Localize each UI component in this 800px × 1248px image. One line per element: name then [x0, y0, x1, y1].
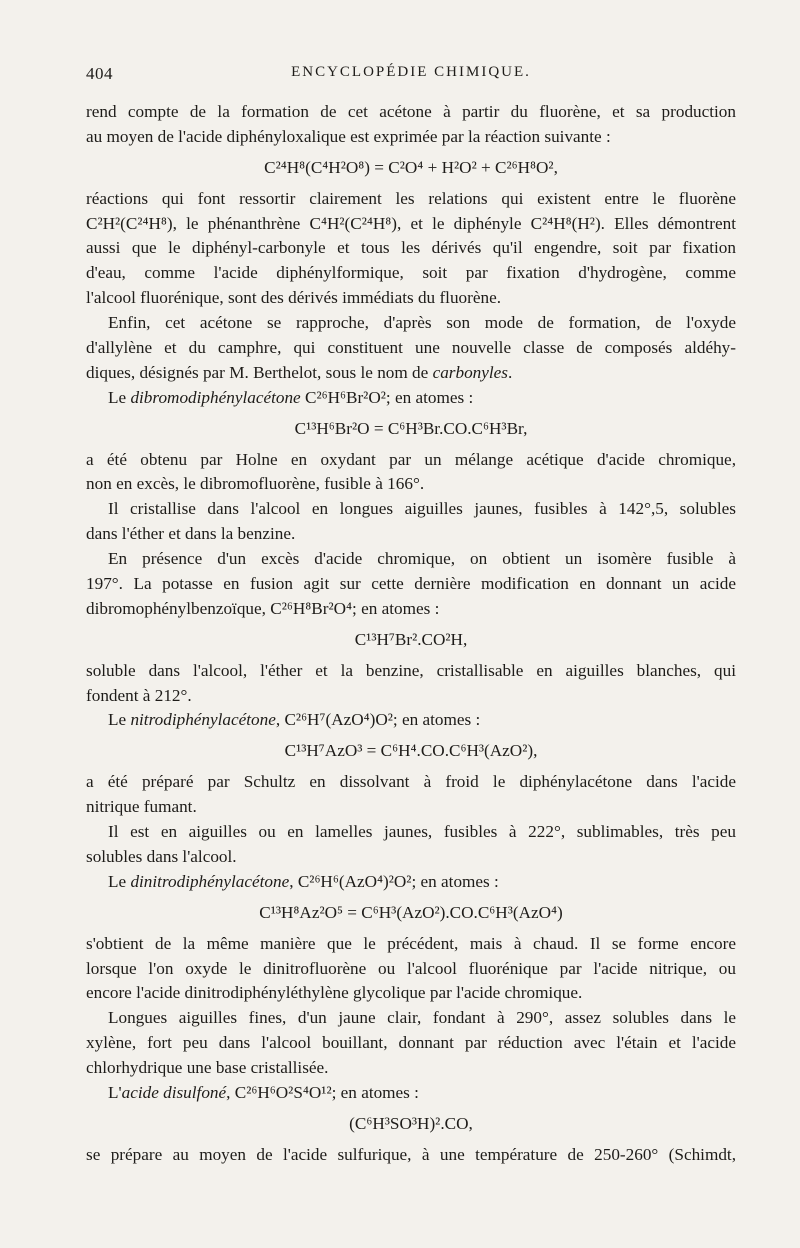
text-line: xylène, fort peu dans l'alcool bouillant, donnant par réduction avec l'étain et l'acide	[86, 1033, 736, 1053]
page-header	[86, 64, 736, 88]
text-line: Le dinitrodiphénylacétone, C²⁶H⁶(AzO⁴)²O²; en atomes :	[108, 871, 499, 891]
text-line: Il est en aiguilles ou en lamelles jaunes, fusibles à 222°, sublimables, très peu	[108, 822, 736, 842]
formula-line: C¹³H⁶Br²O = C⁶H³Br.CO.C⁶H³Br,	[294, 418, 528, 438]
text-line: Il cristallise dans l'alcool en longues aiguilles jaunes, fusibles à 142°,5, solubles	[108, 499, 736, 519]
text-line: rend compte de la formation de cet acétone à partir du fluorène, et sa production	[86, 102, 736, 121]
text-line: C²H²(C²⁴H⁸), le phénanthrène C⁴H²(C²⁴H⁸), et le diphényle C²⁴H⁸(H²). Elles démontrent	[86, 213, 736, 233]
text-line: Le nitrodiphénylacétone, C²⁶H⁷(AzO⁴)O²; en atomes :	[108, 710, 481, 730]
running-title: ENCYCLOPÉDIE CHIMIQUE.	[291, 64, 531, 80]
text-line: L'acide disulfoné, C²⁶H⁶O²S⁴O¹²; en atomes :	[108, 1082, 419, 1102]
text-line: Le dibromodiphénylacétone C²⁶H⁶Br²O²; en atomes :	[108, 387, 474, 407]
formula-line: C¹³H⁸Az²O⁵ = C⁶H³(AzO²).CO.C⁶H³(AzO⁴)	[259, 902, 563, 922]
text-line: nitrique fumant.	[86, 797, 197, 817]
formula-line: C¹³H⁷AzO³ = C⁶H⁴.CO.C⁶H³(AzO²),	[284, 741, 538, 761]
page-number: 404	[86, 64, 113, 83]
text-line: Longues aiguilles fines, d'un jaune clair, fondant à 290°, assez solubles dans le	[108, 1008, 736, 1028]
text-line: fondent à 212°.	[86, 685, 192, 705]
text-line: encore l'acide dinitrodiphényléthylène glycolique par l'acide chromique.	[86, 983, 583, 1003]
formula-line: C¹³H⁷Br².CO²H,	[354, 629, 468, 649]
text-line: dans l'éther et dans la benzine.	[86, 524, 296, 544]
text-line: aussi que le diphényl-carbonyle et tous les dérivés qu'il engendre, soit par fixation	[86, 238, 736, 258]
formula-line: C²⁴H⁸(C⁴H²O⁸) = C²O⁴ + H²O² + C²⁶H⁸O²,	[264, 157, 558, 177]
text-line: non en excès, le dibromofluorène, fusible à 166°.	[86, 474, 425, 494]
text-line: réactions qui font ressortir clairement les relations qui existent entre le fluorène	[86, 188, 736, 208]
italic-term: acide disulfoné	[121, 1082, 227, 1102]
italic-term: nitrodiphénylacétone	[130, 710, 276, 730]
formula-line: (C⁶H³SO³H)².CO,	[349, 1113, 473, 1133]
text-line: solubles dans l'alcool.	[86, 846, 237, 866]
text-line: d'eau, comme l'acide diphénylformique, soit par fixation d'hydrogène, comme	[86, 263, 736, 283]
text-line: diques, désignés par M. Berthelot, sous le nom de carbonyles.	[86, 362, 513, 382]
italic-term: dinitrodiphénylacétone	[130, 871, 290, 891]
italic-term: dibromodiphénylacétone	[130, 387, 301, 407]
text-line: d'allylène et du camphre, qui constituent une nouvelle classe de composés aldéhy-	[86, 338, 736, 358]
text-line: se prépare au moyen de l'acide sulfurique, à une température de 250-260° (Schimdt,	[86, 1144, 736, 1164]
body-text	[86, 100, 736, 1168]
text-line: a été obtenu par Holne en oxydant par un mélange acétique d'acide chromique,	[86, 449, 736, 469]
text-line: Enfin, cet acétone se rapproche, d'après son mode de formation, de l'oxyde	[108, 313, 736, 333]
text-line: En présence d'un excès d'acide chromique, on obtient un isomère fusible à	[108, 549, 736, 569]
text-line: lorsque l'on oxyde le dinitrofluorène ou l'alcool fluorénique par l'acide nitrique, ou	[86, 958, 736, 978]
text-line: soluble dans l'alcool, l'éther et la benzine, cristallisable en aiguilles blanches, qui	[86, 660, 736, 680]
text-line: dibromophénylbenzoïque, C²⁶H⁸Br²O⁴; en atomes :	[86, 598, 440, 618]
text-line: a été préparé par Schultz en dissolvant à froid le diphénylacétone dans l'acide	[86, 772, 736, 792]
text-line: l'alcool fluorénique, sont des dérivés immédiats du fluorène.	[86, 288, 502, 308]
italic-term: carbonyles	[432, 362, 508, 382]
text-line: 197°. La potasse en fusion agit sur cette dernière modification en donnant un acide	[86, 574, 736, 594]
text-line: s'obtient de la même manière que le précédent, mais à chaud. Il se forme encore	[86, 933, 736, 953]
text-line: au moyen de l'acide diphényloxalique est exprimée par la réaction suivante :	[86, 126, 611, 146]
text-line: chlorhydrique une base cristallisée.	[86, 1058, 329, 1078]
